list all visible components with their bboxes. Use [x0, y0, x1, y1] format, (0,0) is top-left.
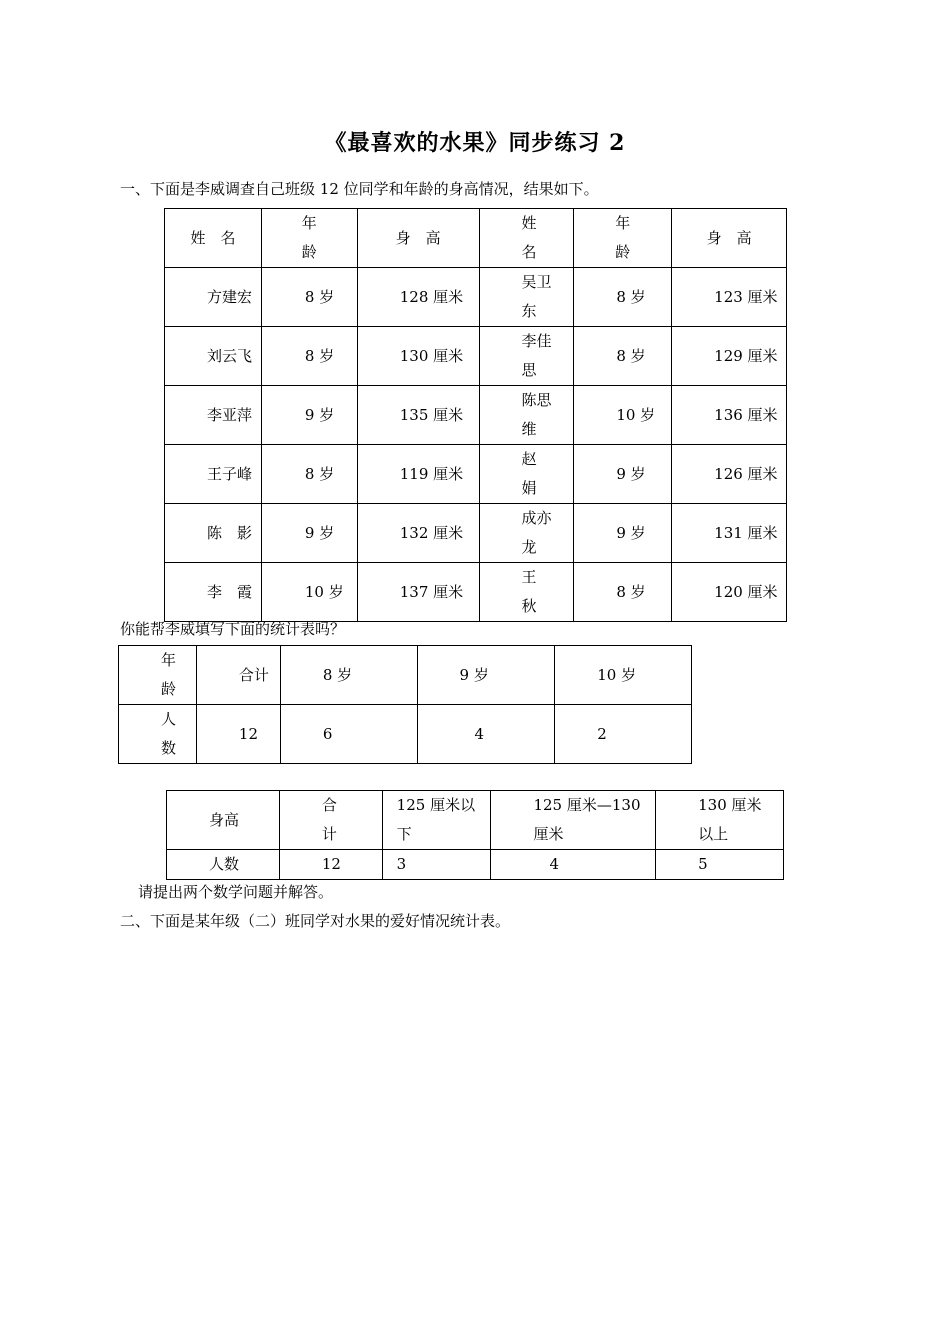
survey-height-b: 129 厘米	[672, 327, 787, 386]
survey-header-row	[165, 209, 787, 268]
header-name-b: 姓 名	[479, 209, 574, 268]
survey-height-b: 126 厘米	[672, 445, 787, 504]
survey-name-a: 李亚萍	[165, 386, 262, 445]
survey-age-b: 9 岁	[574, 445, 672, 504]
survey-age-a: 10 岁	[261, 563, 357, 622]
survey-height-b: 136 厘米	[672, 386, 787, 445]
height-stats-above-130-header: 130 厘米 以上	[656, 791, 784, 850]
survey-row	[165, 563, 787, 622]
survey-name-b: 李佳 思	[479, 327, 574, 386]
age-stats-8-value: 6	[280, 705, 417, 764]
height-stats-total-value: 12	[279, 850, 382, 880]
survey-age-b: 8 岁	[574, 268, 672, 327]
age-stats-corner: 年 龄	[119, 646, 197, 705]
age-stats-total-header: 合计	[196, 646, 280, 705]
survey-name-b: 成亦 龙	[479, 504, 574, 563]
fill-table-prompt: 你能帮李威填写下面的统计表吗？	[120, 620, 346, 638]
age-stats-9-header: 9 岁	[417, 646, 555, 705]
survey-name-a: 李 霞	[165, 563, 262, 622]
survey-age-a: 8 岁	[261, 327, 357, 386]
age-stats-count-label: 人 数	[119, 705, 197, 764]
header-age-a: 年 龄	[261, 209, 357, 268]
survey-name-a: 方建宏	[165, 268, 262, 327]
header-height-b: 身 高	[672, 209, 787, 268]
survey-age-b: 8 岁	[574, 563, 672, 622]
survey-name-b: 赵 娟	[479, 445, 574, 504]
survey-height-a: 132 厘米	[357, 504, 479, 563]
survey-name-a: 刘云飞	[165, 327, 262, 386]
survey-table	[164, 208, 787, 622]
survey-row	[165, 386, 787, 445]
survey-height-b: 131 厘米	[672, 504, 787, 563]
height-stats-125-130-value: 4	[491, 850, 656, 880]
height-stats-count-label: 人数	[167, 850, 280, 880]
height-stats-below-125-header: 125 厘米以 下	[382, 791, 491, 850]
survey-name-a: 王子峰	[165, 445, 262, 504]
survey-height-a: 135 厘米	[357, 386, 479, 445]
survey-age-a: 8 岁	[261, 445, 357, 504]
height-stats-125-130-header: 125 厘米—130 厘米	[491, 791, 656, 850]
survey-name-b: 吴卫 东	[479, 268, 574, 327]
question-2-intro: 二、下面是某年级（二）班同学对水果的爱好情况统计表。	[120, 912, 511, 930]
survey-age-a: 9 岁	[261, 504, 357, 563]
survey-height-a: 128 厘米	[357, 268, 479, 327]
survey-height-a: 130 厘米	[357, 327, 479, 386]
survey-height-a: 119 厘米	[357, 445, 479, 504]
age-stats-total-value: 12	[196, 705, 280, 764]
header-age-b: 年 龄	[574, 209, 672, 268]
age-stats-table	[118, 645, 692, 764]
question-1-intro: 一、下面是李威调查自己班级 12 位同学和年龄的身高情况，结果如下。	[120, 180, 599, 198]
survey-age-a: 8 岁	[261, 268, 357, 327]
height-stats-above-130-value: 5	[656, 850, 784, 880]
survey-row	[165, 327, 787, 386]
age-stats-10-value: 2	[555, 705, 692, 764]
survey-name-a: 陈 影	[165, 504, 262, 563]
survey-row	[165, 504, 787, 563]
survey-row	[165, 445, 787, 504]
survey-age-b: 10 岁	[574, 386, 672, 445]
page-title: 《最喜欢的水果》同步练习 2	[324, 130, 626, 156]
age-stats-8-header: 8 岁	[280, 646, 417, 705]
survey-age-a: 9 岁	[261, 386, 357, 445]
age-stats-10-header: 10 岁	[555, 646, 692, 705]
survey-name-b: 陈思 维	[479, 386, 574, 445]
survey-height-b: 120 厘米	[672, 563, 787, 622]
survey-height-a: 137 厘米	[357, 563, 479, 622]
height-stats-corner: 身高	[167, 791, 280, 850]
height-stats-total-header: 合 计	[279, 791, 382, 850]
survey-name-b: 王 秋	[479, 563, 574, 622]
height-stats-below-125-value: 3	[382, 850, 491, 880]
follow-up-question: 请提出两个数学问题并解答。	[138, 883, 334, 901]
survey-age-b: 8 岁	[574, 327, 672, 386]
age-stats-9-value: 4	[417, 705, 555, 764]
header-name-a: 姓 名	[165, 209, 262, 268]
survey-age-b: 9 岁	[574, 504, 672, 563]
survey-row	[165, 268, 787, 327]
header-height-a: 身 高	[357, 209, 479, 268]
height-stats-table	[166, 790, 784, 880]
survey-height-b: 123 厘米	[672, 268, 787, 327]
